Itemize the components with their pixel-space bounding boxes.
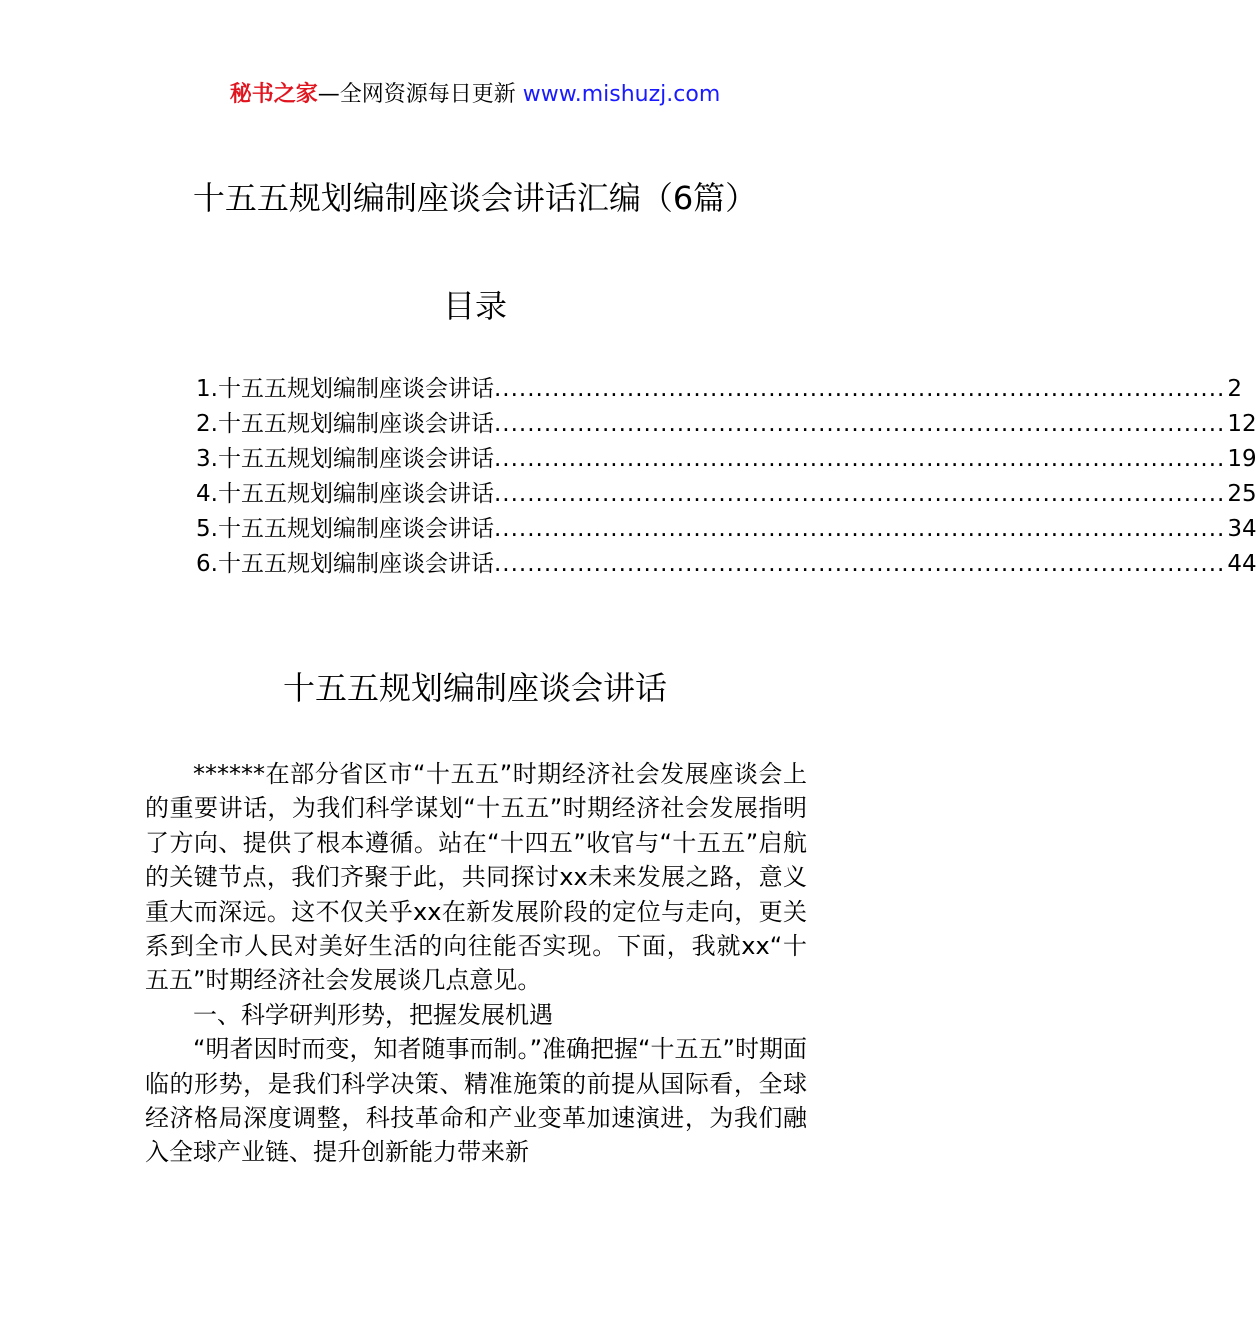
- toc-dot-leader: ........................................................................................: [493, 446, 1226, 472]
- brand-name: 秘书之家: [229, 82, 318, 107]
- toc-dot-leader: ........................................................................................: [493, 411, 1226, 437]
- toc-entry-page: 2: [1227, 376, 1242, 402]
- toc-entry-page: 19: [1227, 446, 1257, 472]
- toc-entry[interactable]: [196, 512, 1257, 547]
- section-title: 十五五规划编制座谈会讲话: [282, 669, 667, 707]
- section-heading: 一、科学研判形势，把握发展机遇: [193, 1000, 553, 1029]
- toc-entry-page: 25: [1227, 481, 1257, 507]
- toc-entry-number: 6.: [196, 551, 218, 577]
- document-title: 十五五规划编制座谈会讲话汇编（6篇）: [192, 179, 758, 217]
- toc-entry-number: 5.: [196, 516, 218, 542]
- body-paragraph: ******在部分省区市“十五五”时期经济社会发展座谈会上的重要讲话，为我们科学谋划“十五五”时期经济社会发展指明了方向、提供了根本遵循。站在“十四五”收官与“十五五”启航的关键节点，我们齐聚于此，共同探讨xx未来发展之路，意义重大而深远。这不仅关乎xx在新发展阶段的定位与走向，更关系到全市人民对美好生活的向往能否实现。下面，我就xx“十五五”时期经济社会发展谈几点意见。: [145, 760, 807, 995]
- table-of-contents: [196, 372, 1257, 582]
- toc-entry-page: 34: [1227, 516, 1257, 542]
- body-paragraph: “明者因时而变，知者随事而制。”准确把握“十五五”时期面临的形势，是我们科学决策、精准施策的前提从国际看，全球经济格局深度调整，科技革命和产业变革加速演进，为我们融入全球产业链、提升创新能力带来新: [145, 1035, 807, 1167]
- toc-entry-number: 3.: [196, 446, 218, 472]
- toc-entry-title: 十五五规划编制座谈会讲话: [217, 551, 494, 577]
- toc-entry-number: 2.: [196, 411, 218, 437]
- toc-entry-title: 十五五规划编制座谈会讲话: [217, 446, 494, 472]
- body-text: [145, 757, 807, 1170]
- toc-entry[interactable]: [196, 442, 1257, 477]
- header-tagline: —全网资源每日更新: [317, 82, 523, 107]
- toc-entry-title: 十五五规划编制座谈会讲话: [217, 481, 494, 507]
- toc-entry[interactable]: [196, 372, 1242, 407]
- toc-dot-leader: ........................................................................................: [493, 481, 1226, 507]
- toc-entry[interactable]: [196, 407, 1257, 442]
- toc-entry-number: 1.: [196, 376, 218, 402]
- site-url-link[interactable]: www.mishuzj.com: [522, 82, 721, 107]
- toc-entry-title: 十五五规划编制座谈会讲话: [217, 376, 494, 402]
- toc-dot-leader: ........................................................................................: [493, 376, 1226, 402]
- toc-entry[interactable]: [196, 477, 1257, 512]
- toc-entry-number: 4.: [196, 481, 218, 507]
- toc-dot-leader: ........................................................................................: [493, 551, 1226, 577]
- toc-entry-title: 十五五规划编制座谈会讲话: [217, 516, 494, 542]
- toc-entry-page: 12: [1227, 411, 1257, 437]
- toc-entry-page: 44: [1227, 551, 1257, 577]
- toc-entry[interactable]: [196, 547, 1257, 582]
- toc-heading: 目录: [442, 287, 507, 325]
- toc-entry-title: 十五五规划编制座谈会讲话: [217, 411, 494, 437]
- toc-dot-leader: ........................................................................................: [493, 516, 1226, 542]
- site-header-banner: [0, 80, 950, 110]
